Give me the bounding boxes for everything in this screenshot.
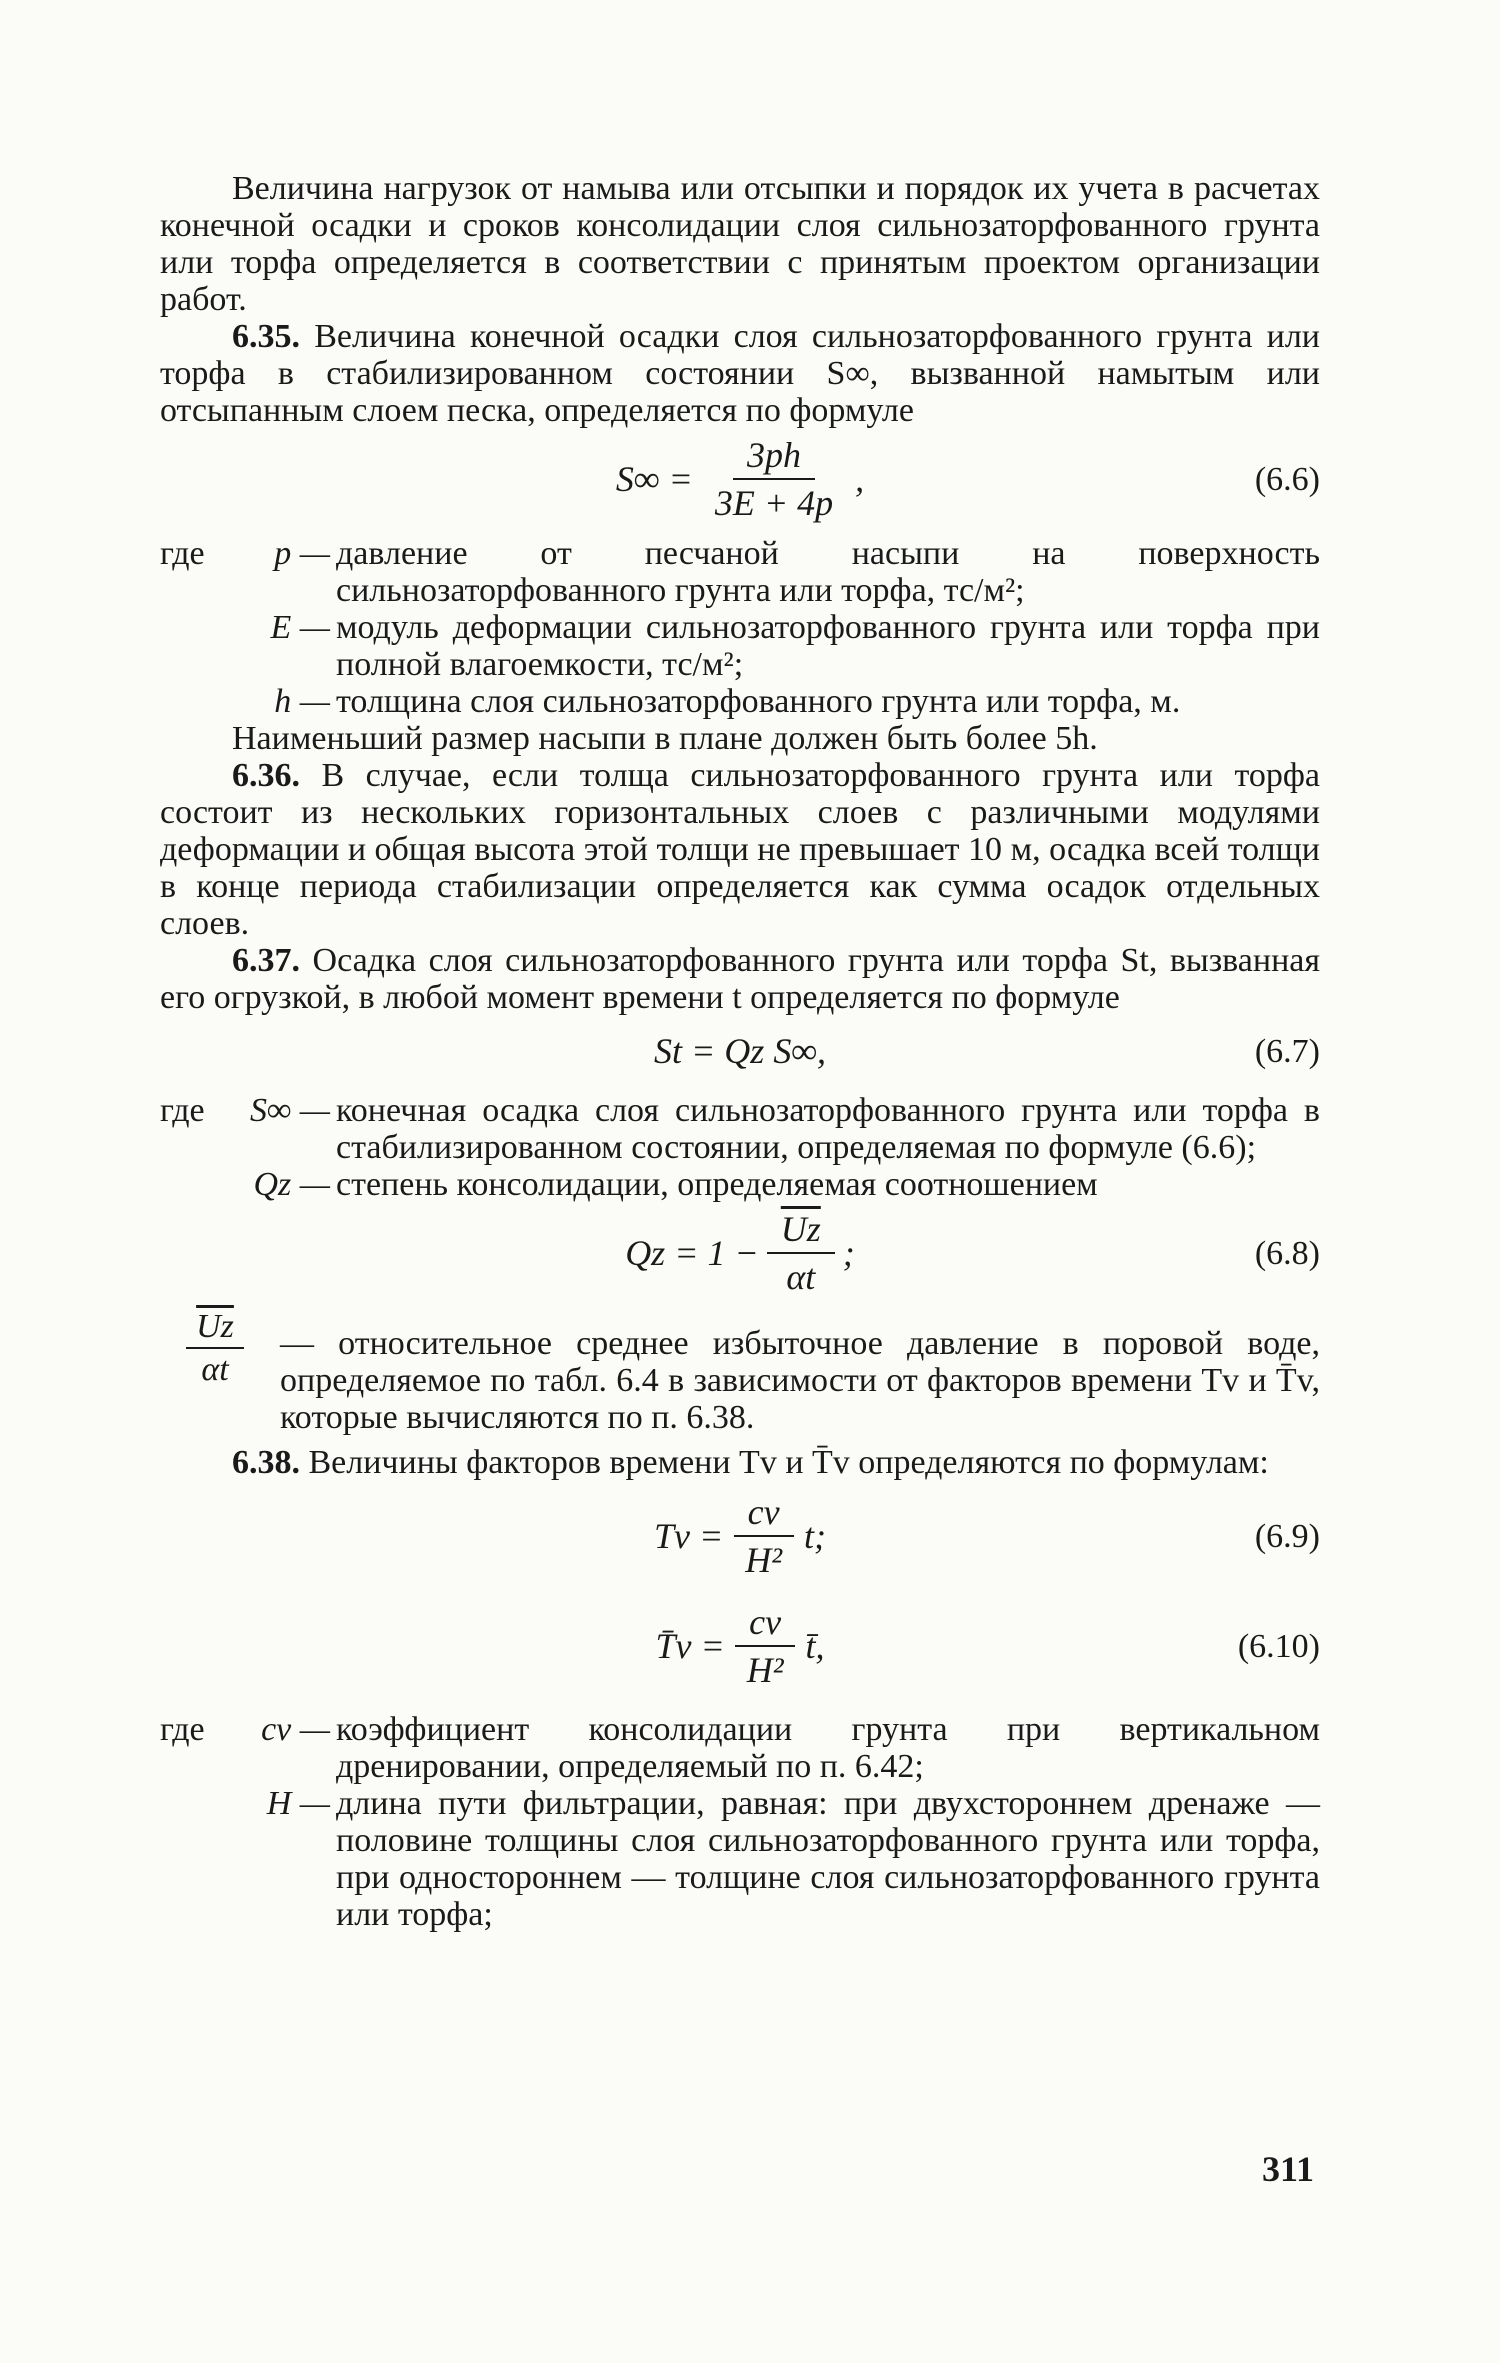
definition-lead xyxy=(160,609,240,683)
formula-tail: t̄, xyxy=(805,1625,825,1666)
section-number: 6.37. xyxy=(232,942,300,979)
formula-6-6 xyxy=(160,429,1320,529)
definition-symbol: p — xyxy=(274,535,330,572)
definition-symbol: H — xyxy=(266,1785,330,1822)
uz-fraction xyxy=(160,1307,270,1389)
definition-item xyxy=(160,1785,1320,1933)
paragraph-intro: Величина нагрузок от намыва или отсыпки и порядок их учета в расчетах конечной осадки и сроков консолидации слоя сильнозаторфованного грунта или торфа определяется в соответствии с принятым проектом организации работ. xyxy=(160,170,1320,318)
section-number: 6.35. xyxy=(232,318,300,355)
definition-lead xyxy=(160,683,240,720)
formula-lhs: T̄v = xyxy=(655,1625,725,1666)
section-6-35 xyxy=(160,318,1320,429)
definition-text: модуль деформации сильнозаторфованного грунта или торфа при полной влагоемкости, тс/м²; xyxy=(336,609,1320,683)
definition-lead: где xyxy=(160,535,205,572)
page-body xyxy=(160,170,1320,1933)
definition-symbol: h — xyxy=(274,683,330,720)
formula-lhs: S∞ = xyxy=(615,458,693,499)
page-number: 311 xyxy=(1262,2149,1315,2189)
definition-lead xyxy=(160,1166,240,1203)
formula-tail: , xyxy=(855,458,865,499)
definition-item xyxy=(160,535,1320,609)
definition-symbol: cv — xyxy=(261,1711,330,1748)
formula-lhs: Tv = xyxy=(653,1515,724,1556)
fraction-numerator: cv xyxy=(734,1493,794,1537)
definition-item xyxy=(160,1166,1320,1203)
fraction-denominator: αt xyxy=(786,1257,816,1297)
definition-uz xyxy=(160,1307,1320,1436)
section-number: 6.38. xyxy=(232,1444,300,1481)
formula-fraction xyxy=(731,1493,796,1579)
section-6-38 xyxy=(160,1444,1320,1481)
fraction-numerator: $\overline{Uz}$ xyxy=(186,1307,244,1349)
definition-item xyxy=(160,683,1320,720)
section-6-37 xyxy=(160,942,1320,1016)
section-text: Величины факторов времени Tv и T̄v определяются по формулам: xyxy=(308,1444,1269,1481)
definition-text: толщина слоя сильнозаторфованного грунта или торфа, м. xyxy=(336,683,1181,720)
formula-6-9 xyxy=(160,1481,1320,1591)
definition-text: конечная осадка слоя сильнозаторфованного грунта или торфа в стабилизированном состоянии, определяемая по формуле (6.6); xyxy=(336,1092,1320,1166)
formula-6-8 xyxy=(160,1203,1320,1303)
formula-6-10 xyxy=(160,1591,1320,1701)
fraction-denominator: αt xyxy=(201,1351,229,1388)
section-number: 6.36. xyxy=(232,757,300,794)
definition-text: длина пути фильтрации, равная: при двухстороннем дренаже — половине толщины слоя сильнозаторфованного грунта или торфа, при одностороннем — толщине слоя сильнозаторфованного грунта или торфа; xyxy=(336,1785,1320,1933)
definition-lead: где xyxy=(160,1711,205,1748)
formula-tail: ; xyxy=(842,1232,855,1273)
formula-lhs: Qz = 1 − xyxy=(625,1232,759,1273)
definition-lead xyxy=(160,1785,240,1933)
definitions-6-7 xyxy=(160,1092,1320,1203)
equation-number: (6.8) xyxy=(1254,1234,1320,1272)
section-text: Величина конечной осадки слоя сильнозаторфованного грунта или торфа в стабилизированном состоянии S∞, вызванной намытым или отсыпанным слоем песка, определяется по формуле xyxy=(160,318,1321,429)
equation-number: (6.9) xyxy=(1254,1517,1320,1555)
fraction-numerator: cv xyxy=(735,1603,795,1647)
formula-fraction xyxy=(767,1210,835,1296)
definition-item xyxy=(160,1092,1320,1166)
fraction-denominator: 3E + 4p xyxy=(714,483,834,523)
section-6-36 xyxy=(160,757,1320,942)
definitions-6-10 xyxy=(160,1711,1320,1933)
definition-lead: где xyxy=(160,1092,205,1129)
equation-number: (6.7) xyxy=(1254,1032,1320,1070)
definition-item xyxy=(160,1711,1320,1785)
formula-tail: t; xyxy=(804,1515,827,1556)
fraction-numerator: $\overline{Uz}$ xyxy=(767,1210,835,1254)
min-size-note: Наименьший размер насыпи в плане должен быть более 5h. xyxy=(232,720,1098,757)
definition-item xyxy=(160,609,1320,683)
definition-text: — относительное среднее избыточное давление в поровой воде, определяемое по табл. 6.4 в зависимости от факторов времени Tv и T̄v, которые вычисляются по п. 6.38. xyxy=(280,1325,1320,1436)
formula-expression: St = Qz S∞, xyxy=(654,1030,826,1071)
definition-text: давление от песчаной насыпи на поверхность сильнозаторфованного грунта или торфа, тс/м²; xyxy=(336,535,1320,609)
definition-symbol: S∞ — xyxy=(250,1092,330,1129)
fraction-numerator: 3ph xyxy=(733,436,815,480)
section-text: В случае, если толща сильнозаторфованного грунта или торфа состоит из нескольких горизонтальных слоев с различными модулями деформации и общая высота этой толщи не превышает 10 м, осадка всей толщи в конце периода стабилизации определяется как сумма осадок отдельных слоев. xyxy=(160,757,1321,942)
section-text: Осадка слоя сильнозаторфованного грунта или торфа St, вызванная его огрузкой, в любой момент времени t определяется по формуле xyxy=(160,942,1320,1016)
equation-number: (6.10) xyxy=(1237,1627,1320,1665)
fraction-denominator: H² xyxy=(746,1650,784,1690)
formula-fraction xyxy=(701,436,847,522)
definitions-6-6 xyxy=(160,535,1320,720)
definition-text: коэффициент консолидации грунта при вертикальном дренировании, определяемый по п. 6.42; xyxy=(336,1711,1320,1785)
definition-symbol: E — xyxy=(270,609,330,646)
definition-symbol: Qz — xyxy=(253,1166,330,1203)
equation-number: (6.6) xyxy=(1254,460,1320,498)
formula-fraction xyxy=(733,1603,798,1689)
formula-6-7 xyxy=(160,1016,1320,1086)
fraction-denominator: H² xyxy=(745,1540,783,1580)
definition-text: степень консолидации, определяемая соотношением xyxy=(336,1166,1098,1203)
